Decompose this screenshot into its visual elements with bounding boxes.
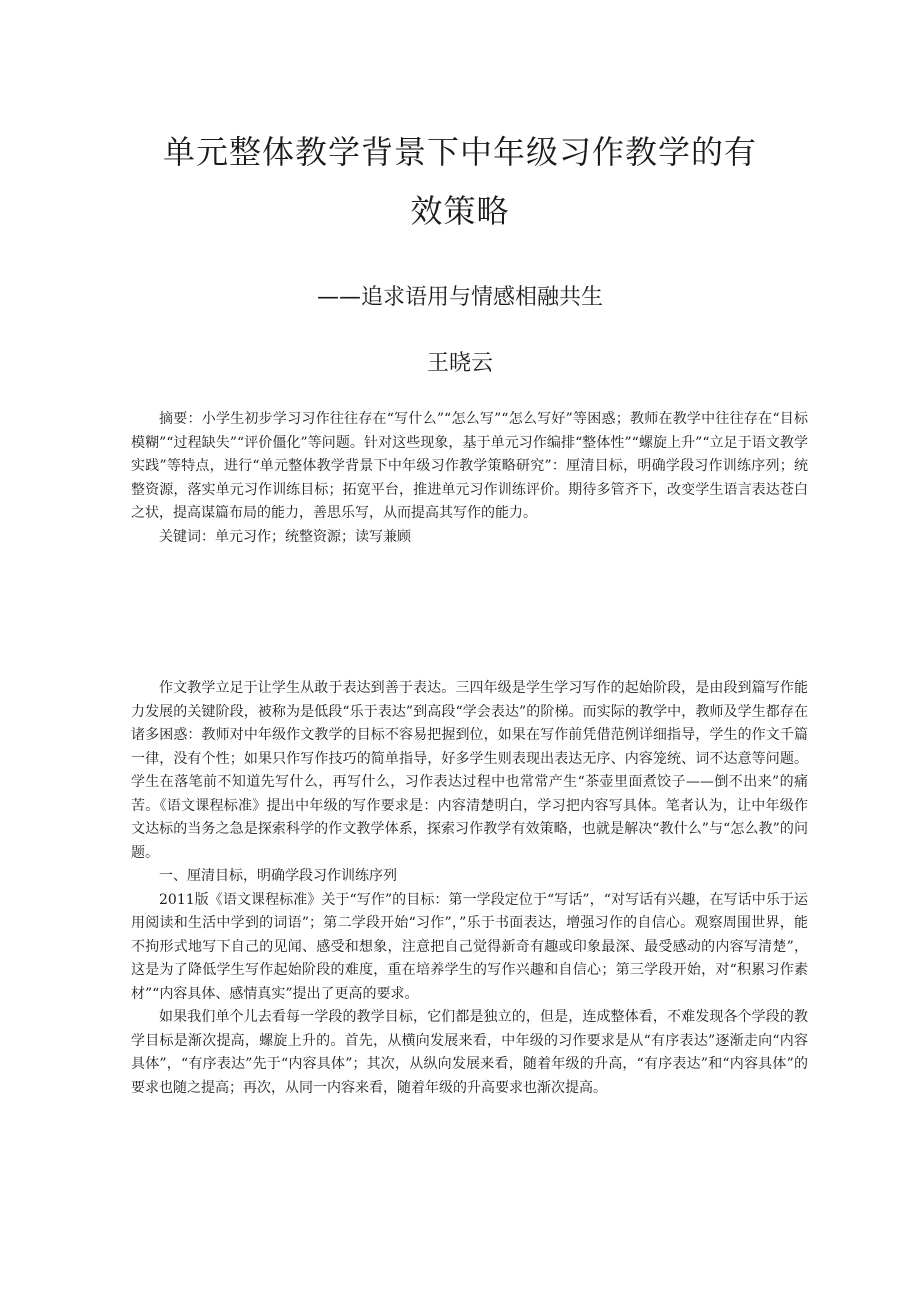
- subtitle: ——追求语用与情感相融共生: [316, 285, 603, 310]
- abstract-paragraph: 摘要：小学生初步学习习作往往存在“写什么”“怎么写”“怎么写好”等困惑；教师在教学中往往存在“目标模糊”“过程缺失”“评价僵化”等问题。针对这些现象，基于单元习作编排“整体性”“螺旋上升”“立足于语文教学实践”等特点，进行“单元整体教学背景下中年级习作教学策略研究”：厘清目标，明确学段习作训练序列；统整资源，落实单元习作训练目标；拓宽平台，推进单元习作训练评价。期待多管齐下，改变学生语言表达苍白之状，提高谋篇布局的能力，善思乐写，从而提高其写作的能力。: [131, 411, 808, 521]
- abstract-section: [131, 408, 808, 549]
- body-section: [131, 677, 808, 1100]
- body-paragraph-intro: 作文教学立足于让学生从敢于表达到善于表达。三四年级是学生学习写作的起始阶段，是由段到篇写作能力发展的关键阶段，被称为是低段“乐于表达”到高段“学会表达”的阶梯。而实际的教学中，教师及学生都存在诸多困惑：教师对中年级作文教学的目标不容易把握到位，如果在写作前凭借范例详细指导，学生的作文千篇一律，没有个性；如果只作写作技巧的简单指导，好多学生则表现出表达无序、内容笼统、词不达意等问题。学生在落笔前不知道先写什么，再写什么，习作表达过程中也常常产生“茶壶里面煮饺子——倒不出来”的痛苦。《语文课程标准》提出中年级的写作要求是：内容清楚明白，学习把内容写具体。笔者认为，让中年级作文达标的当务之急是探索科学的作文教学体系，探索习作教学有效策略，也就是解决“教什么”与“怎么教”的问题。: [131, 680, 808, 861]
- author-name: 王晓云: [426, 351, 493, 376]
- title-line-2: 效策略: [410, 192, 510, 230]
- keywords-line: 关键词：单元习作；统整资源；读写兼顾: [159, 528, 411, 545]
- body-paragraph-standards: 2011版《语文课程标准》关于“写作”的目标：第一学段定位于“写话”，“对写话有兴趣，在写话中乐于运用阅读和生活中学到的词语”；第二学段开始“习作”，”乐于书面表达，增强习作的自信心。观察周围世界，能不拘形式地写下自己的见闻、感受和想象，注意把自己觉得新奇有趣或印象最深、最受感动的内容写清楚”，这是为了降低学生写作起始阶段的难度，重在培养学生的写作兴趣和自信心；第三学段开始，对“积累习作素材”“内容具体、感情真实”提出了更高的要求。: [131, 891, 808, 1002]
- body-paragraph-analysis: 如果我们单个儿去看每一学段的教学目标，它们都是独立的，但是，连成整体看，不难发现各个学段的教学目标是渐次提高，螺旋上升的。首先，从横向发展来看，中年级的习作要求是从“有序表达”逐渐走向“内容具体”，“有序表达”先于“内容具体”；其次，从纵向发展来看，随着年级的升高，“有序表达”和“内容具体”的要求也随之提高；再次，从同一内容来看，随着年级的升高要求也渐次提高。: [131, 1009, 808, 1096]
- section-heading-1: 一、厘清目标，明确学段习作训练序列: [159, 868, 397, 884]
- title-line-1: 单元整体教学背景下中年级习作教学的有: [162, 133, 757, 171]
